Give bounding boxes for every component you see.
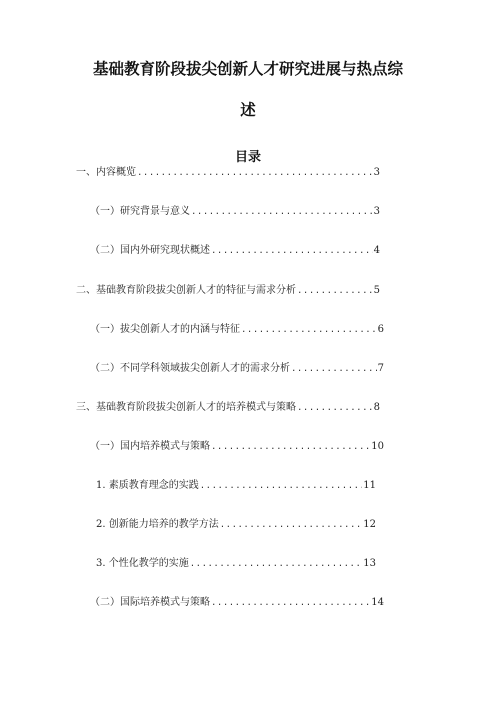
toc-entry[interactable]: [90, 207, 380, 217]
toc-leader-dots: [211, 247, 373, 256]
toc-entry-page: 12: [363, 519, 376, 530]
toc-leader-dots: [200, 482, 363, 491]
toc-entry-page: 3: [373, 167, 380, 178]
toc-entry-label: （二）不同学科领域拔尖创新人才的需求分析: [90, 363, 290, 374]
toc-entry-label: （二）国际培养模式与策略: [90, 597, 210, 608]
toc-entry[interactable]: [90, 325, 384, 335]
toc-entry-page: 8: [373, 402, 380, 413]
toc-entry-label: 1. 素质教育理念的实践: [96, 480, 199, 491]
toc-entry[interactable]: [90, 364, 384, 374]
toc-entry-label: 二、基础教育阶段拔尖创新人才的特征与需求分析: [76, 285, 296, 296]
toc-entry-label: （一）国内培养模式与策略: [90, 441, 210, 452]
toc-entry-page: 6: [377, 324, 384, 335]
toc-leader-dots: [297, 404, 373, 413]
toc-leader-dots: [297, 287, 373, 296]
toc-leader-dots: [241, 326, 377, 335]
toc-leader-dots: [191, 208, 373, 217]
toc-entry-label: （一）拔尖创新人才的内涵与特征: [90, 324, 240, 335]
toc-heading: 目录: [234, 150, 261, 165]
toc-entry[interactable]: [90, 442, 384, 452]
toc-entry-page: 4: [373, 245, 380, 256]
toc-entry-page: 7: [377, 363, 384, 374]
toc-leader-dots: [211, 599, 370, 608]
toc-leader-dots: [211, 443, 370, 452]
toc-entry[interactable]: [76, 286, 380, 296]
toc-entry[interactable]: [76, 168, 380, 178]
toc-entry[interactable]: [96, 520, 376, 530]
toc-entry-label: （一）研究背景与意义: [90, 206, 190, 217]
toc-entry-label: 一、内容概览: [76, 167, 136, 178]
toc-leader-dots: [220, 521, 363, 530]
document-title-line-2: 述: [240, 101, 256, 119]
toc-entry[interactable]: [76, 403, 380, 413]
toc-entry-page: 10: [371, 441, 384, 452]
toc-entry[interactable]: [96, 559, 376, 569]
document-title-line-1: 基础教育阶段拔尖创新人才研究进展与热点综: [92, 60, 403, 78]
toc-leader-dots: [190, 560, 363, 569]
toc-entry-label: （二）国内外研究现状概述: [90, 245, 210, 256]
toc-entry-page: 13: [363, 558, 376, 569]
toc-leader-dots: [291, 365, 377, 374]
toc-entry-page: 3: [373, 206, 380, 217]
toc-entry-page: 11: [363, 480, 376, 491]
toc-entry[interactable]: [96, 481, 376, 491]
toc-entry[interactable]: [90, 598, 384, 608]
toc-entry-label: 三、基础教育阶段拔尖创新人才的培养模式与策略: [76, 402, 296, 413]
toc-leader-dots: [137, 169, 373, 178]
toc-entry-label: 3. 个性化教学的实施: [96, 558, 189, 569]
toc-entry[interactable]: [90, 246, 380, 256]
toc-entry-label: 2. 创新能力培养的教学方法: [96, 519, 219, 530]
toc-entry-page: 5: [373, 285, 380, 296]
toc-entry-page: 14: [371, 597, 384, 608]
